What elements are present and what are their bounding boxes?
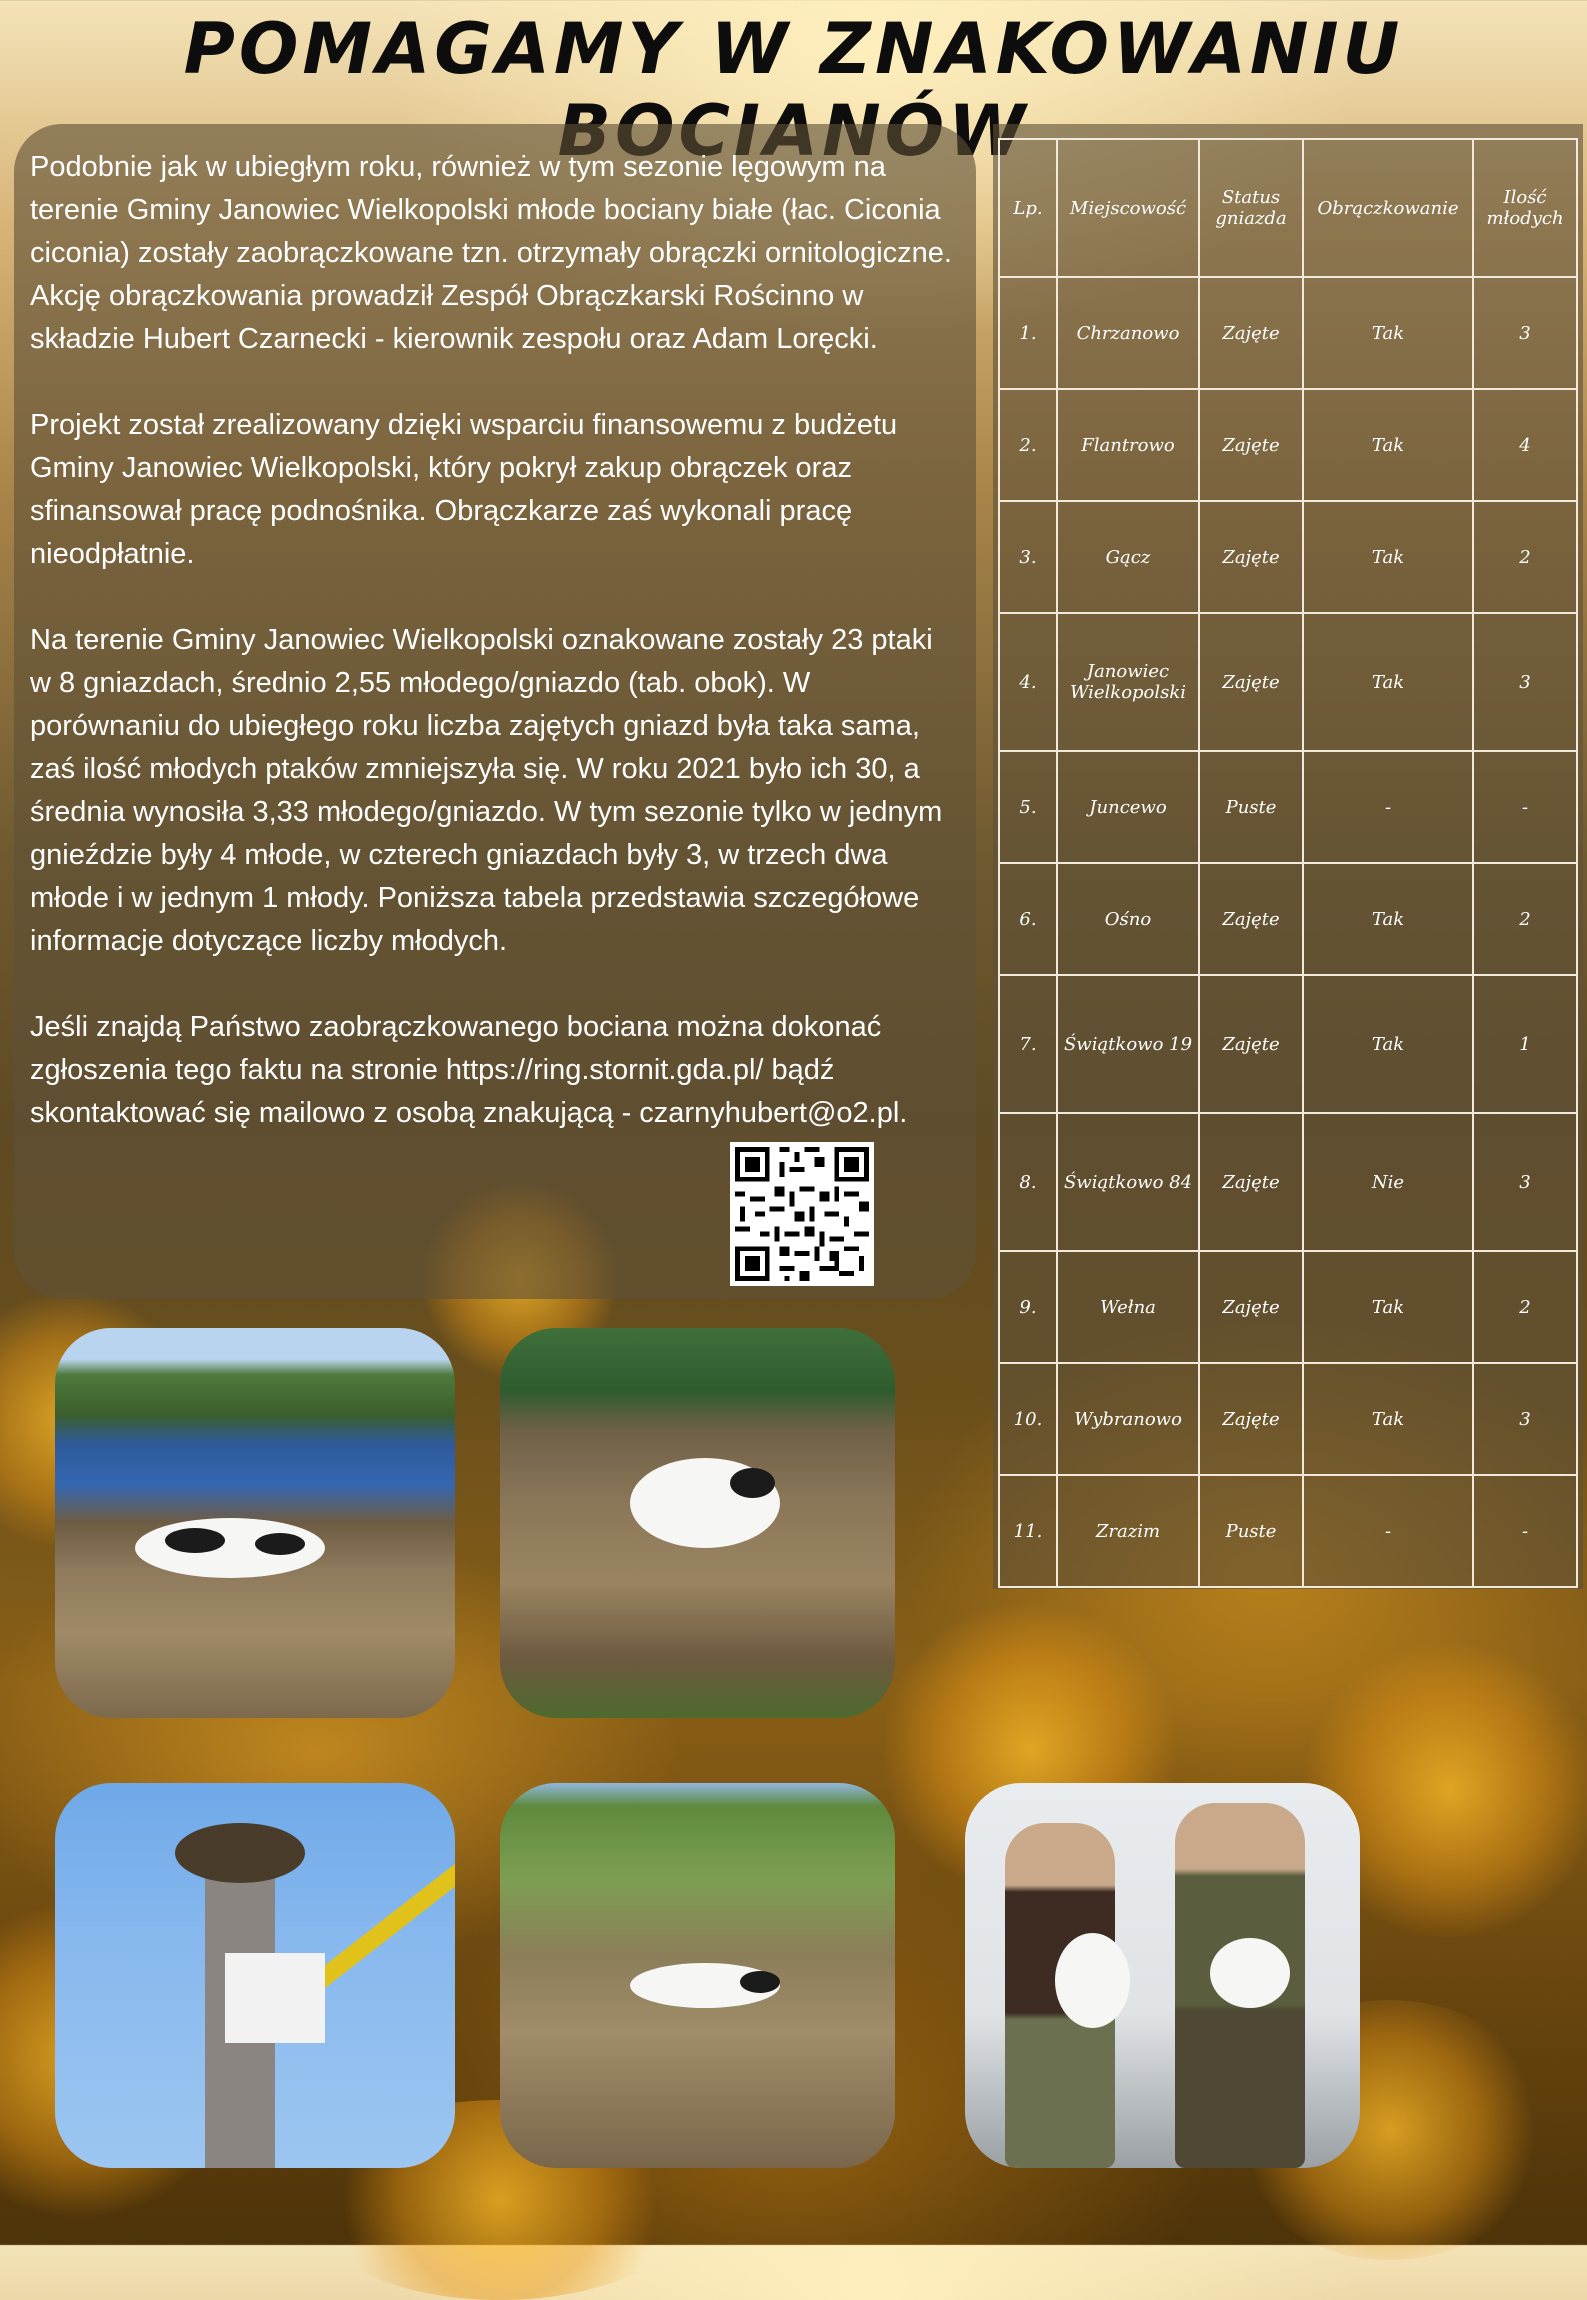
cell-status: Zajęte	[1199, 863, 1303, 975]
cell-location: Wybranowo	[1057, 1363, 1199, 1475]
header-chick-count: Ilość młodych	[1473, 139, 1577, 277]
table-row	[999, 277, 1577, 389]
cell-status: Zajęte	[1199, 389, 1303, 501]
stork-wing-shape	[740, 1971, 780, 1993]
cell-chicks: 2	[1473, 501, 1577, 613]
cell-location: Wełna	[1057, 1251, 1199, 1363]
cell-status: Zajęte	[1199, 1251, 1303, 1363]
table-row	[999, 389, 1577, 501]
cell-ringing: -	[1303, 751, 1473, 863]
lift-boom-shape	[311, 1853, 455, 1990]
cell-ringing: Tak	[1303, 1251, 1473, 1363]
paragraph-funding: Projekt został zrealizowany dzięki wsparciu finansowemu z budżetu Gminy Janowiec Wielkopolski, który pokrył zakup obrączek oraz sfinansował pracę podnośnika. Obrączkarze zaś wykonali pracę nieodpłatnie.	[30, 409, 898, 570]
cell-location: Ośno	[1057, 863, 1199, 975]
cell-ringing: Tak	[1303, 613, 1473, 751]
table-row	[999, 1475, 1577, 1587]
paragraph-statistics: Na terenie Gminy Janowiec Wielkopolski oznakowane zostały 23 ptaki w 8 gniazdach, średnio 2,55 młodego/gniazdo (tab. obok). W porównaniu do ubiegłego roku liczba zajętych gniazd była taka sama, zaś ilość młodych ptaków zmniejszyła się. W roku 2021 było ich 30, a średnia wynosiła 3,33 młodego/gniazdo. W tym sezonie tylko w jednym gnieździe były 4 młode, w czterech gniazdach były 3, w trzech dwa młode i w jednym 1 młody. Poniższa tabela przedstawia szczegółowe informacje dotyczące liczby młodych.	[30, 624, 943, 957]
cell-status: Puste	[1199, 751, 1303, 863]
stork-wing-shape	[255, 1533, 305, 1555]
cell-ringing: Nie	[1303, 1113, 1473, 1251]
photo-stork-chicks-closeup	[500, 1328, 895, 1718]
cell-location: Świątkowo 19	[1057, 975, 1199, 1113]
photo-stork-lying-nest	[500, 1783, 895, 2168]
cell-status: Zajęte	[1199, 975, 1303, 1113]
cell-chicks: 1	[1473, 975, 1577, 1113]
cell-status: Zajęte	[1199, 1363, 1303, 1475]
stork-wing-shape	[730, 1468, 775, 1498]
cell-lp: 5.	[999, 751, 1057, 863]
lift-bucket-shape	[225, 1953, 325, 2043]
cell-status: Zajęte	[1199, 1113, 1303, 1251]
cell-location: Juncewo	[1057, 751, 1199, 863]
stork-chick-held-shape	[1055, 1933, 1130, 2028]
cell-lp: 11.	[999, 1475, 1057, 1587]
stork-chick-held-shape	[1210, 1938, 1290, 2008]
cell-lp: 9.	[999, 1251, 1057, 1363]
cell-lp: 6.	[999, 863, 1057, 975]
cell-ringing: Tak	[1303, 277, 1473, 389]
cell-location: Chrzanowo	[1057, 277, 1199, 389]
paragraph-contact: Jeśli znajdą Państwo zaobrączkowanego bociana można dokonać zgłoszenia tego faktu na stronie https://ring.stornit.gda.pl/ bądź skontaktować się mailowo z osobą znakującą - czarnyhubert@o2.pl.	[30, 1011, 908, 1129]
table-row	[999, 501, 1577, 613]
cell-lp: 2.	[999, 389, 1057, 501]
header-location: Miejscowość	[1057, 139, 1199, 277]
header-nest-status: Status gniazda	[1199, 139, 1303, 277]
table-row	[999, 751, 1577, 863]
header-lp: Lp.	[999, 139, 1057, 277]
nest-table	[998, 138, 1578, 1588]
cell-location: Zrazim	[1057, 1475, 1199, 1587]
paragraph-intro: Podobnie jak w ubiegłym roku, również w tym sezonie lęgowym na terenie Gminy Janowiec Wielkopolski młode bociany białe (łac. Ciconia ciconia) zostały zaobrączkowane tzn. otrzymały obrączki ornitologiczne. Akcję obrączkowania prowadził Zespół Obrączkarski Rościnno w składzie Hubert Czarnecki - kierownik zespołu oraz Adam Loręcki.	[30, 151, 952, 355]
table-row	[999, 863, 1577, 975]
photo-lift-bucket-chimney	[55, 1783, 455, 2168]
cell-location: Gącz	[1057, 501, 1199, 613]
table-row	[999, 613, 1577, 751]
cell-chicks: 3	[1473, 1113, 1577, 1251]
table-row	[999, 975, 1577, 1113]
photo-stork-chicks-nest-rooftop	[55, 1328, 455, 1718]
cell-location: Janowiec Wielkopolski	[1057, 613, 1199, 751]
cell-chicks: -	[1473, 751, 1577, 863]
cell-ringing: Tak	[1303, 1363, 1473, 1475]
cell-chicks: 2	[1473, 1251, 1577, 1363]
cell-chicks: -	[1473, 1475, 1577, 1587]
cell-chicks: 3	[1473, 613, 1577, 751]
cell-location: Świątkowo 84	[1057, 1113, 1199, 1251]
qr-code[interactable]	[730, 1142, 874, 1286]
cell-chicks: 3	[1473, 1363, 1577, 1475]
cell-lp: 3.	[999, 501, 1057, 613]
cell-chicks: 2	[1473, 863, 1577, 975]
stork-wing-shape	[165, 1528, 225, 1553]
cell-status: Zajęte	[1199, 501, 1303, 613]
cell-ringing: -	[1303, 1475, 1473, 1587]
cell-status: Zajęte	[1199, 277, 1303, 389]
cell-lp: 8.	[999, 1113, 1057, 1251]
cell-lp: 10.	[999, 1363, 1057, 1475]
cell-status: Puste	[1199, 1475, 1303, 1587]
table-row	[999, 1251, 1577, 1363]
cell-chicks: 4	[1473, 389, 1577, 501]
page-title: POMAGAMY W ZNAKOWANIU	[183, 8, 1404, 90]
cell-lp: 4.	[999, 613, 1057, 751]
nest-shape	[175, 1823, 305, 1883]
table-row	[999, 1363, 1577, 1475]
cell-lp: 7.	[999, 975, 1057, 1113]
photo-ringers-holding-storks	[965, 1783, 1360, 2168]
cell-ringing: Tak	[1303, 975, 1473, 1113]
info-text-panel	[14, 124, 976, 1299]
cell-lp: 1.	[999, 277, 1057, 389]
header-ringing: Obrączkowanie	[1303, 139, 1473, 277]
cell-ringing: Tak	[1303, 389, 1473, 501]
table-row	[999, 1113, 1577, 1251]
cell-status: Zajęte	[1199, 613, 1303, 751]
cell-chicks: 3	[1473, 277, 1577, 389]
cell-ringing: Tak	[1303, 863, 1473, 975]
table-header-row	[999, 139, 1577, 277]
cell-location: Flantrowo	[1057, 389, 1199, 501]
cell-ringing: Tak	[1303, 501, 1473, 613]
